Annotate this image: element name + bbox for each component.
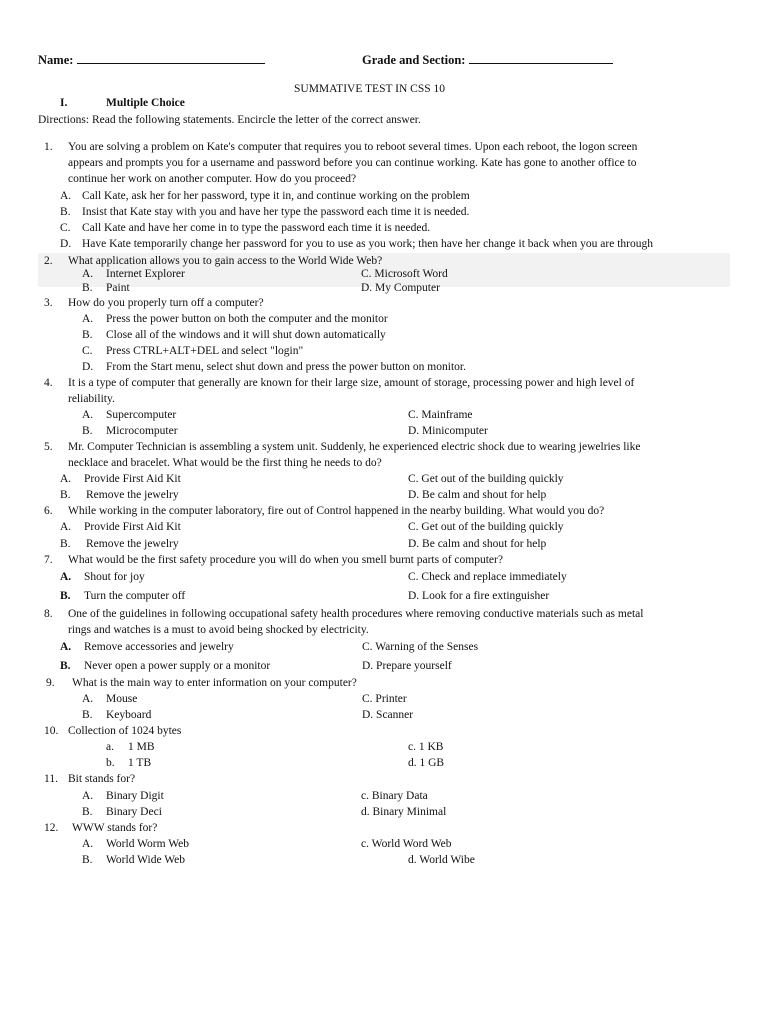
question-number: 5. — [44, 441, 53, 453]
choice-letter: C. — [60, 222, 71, 234]
choice-text: d. Binary Minimal — [361, 806, 447, 818]
choice-text: Remove accessories and jewelry — [84, 641, 234, 653]
choice-text: D. Prepare yourself — [362, 660, 452, 672]
choice-text: D. Minicomputer — [408, 425, 488, 437]
question-text: What is the main way to enter information on your computer? — [72, 677, 357, 689]
question-number: 2. — [44, 255, 53, 267]
choice-letter: B. — [60, 660, 71, 672]
choice-letter: b. — [106, 757, 115, 769]
choice-text: D. Look for a fire extinguisher — [408, 590, 550, 602]
choice-text: D. My Computer — [361, 282, 440, 294]
question-text: What application allows you to gain access to the World Wide Web? — [68, 255, 383, 267]
choice-letter: A. — [60, 190, 72, 202]
question-number: 12. — [44, 822, 59, 834]
question-number: 1. — [44, 141, 53, 153]
question-number: 11. — [44, 773, 58, 785]
choice-letter: a. — [106, 741, 114, 753]
choice-text: World Worm Web — [106, 838, 190, 850]
question-text: How do you properly turn off a computer? — [68, 297, 264, 309]
choice-text: Press the power button on both the computer and the monitor — [106, 313, 388, 325]
choice-letter: A. — [82, 790, 94, 802]
choice-text: Provide First Aid Kit — [84, 473, 181, 485]
choice-text: Insist that Kate stay with you and have her type the password each time it is needed. — [82, 206, 470, 218]
choice-text: d. World Wibe — [408, 854, 475, 866]
choice-text: C. Microsoft Word — [361, 268, 448, 280]
choice-letter: A. — [82, 693, 94, 705]
question-number: 9. — [46, 677, 55, 689]
choice-text: D. Be calm and shout for help — [408, 538, 547, 550]
question-number: 6. — [44, 505, 53, 517]
directions: Directions: Read the following statements. Encircle the letter of the correct answer. — [38, 114, 421, 126]
choice-letter: B. — [82, 282, 93, 294]
choice-letter: A. — [82, 313, 94, 325]
choice-text: Turn the computer off — [84, 590, 186, 602]
question-number: 7. — [44, 554, 53, 566]
choice-text: Binary Digit — [106, 790, 164, 802]
question-number: 4. — [44, 377, 53, 389]
choice-letter: A. — [82, 838, 94, 850]
question-text: Collection of 1024 bytes — [68, 725, 182, 737]
question-text: Bit stands for? — [68, 773, 136, 785]
choice-text: Press CTRL+ALT+DEL and select "login" — [106, 345, 304, 357]
question-text: WWW stands for? — [72, 822, 158, 834]
choice-text: Close all of the windows and it will shut down automatically — [106, 329, 386, 341]
choice-letter: B. — [82, 854, 93, 866]
choice-letter: D. — [60, 238, 72, 250]
choice-text: Remove the jewelry — [86, 538, 179, 550]
question-text: It is a type of computer that generally are known for their large size, amount of storage, processing power and high level of — [68, 377, 635, 389]
choice-text: Microcomputer — [106, 425, 178, 437]
question-text: continue her work on another computer. How do you proceed? — [68, 173, 357, 185]
question-text: necklace and bracelet. What would be the first thing he needs to do? — [68, 457, 382, 469]
question-number: 8. — [44, 608, 53, 620]
choice-letter: B. — [60, 590, 71, 602]
choice-text: Internet Explorer — [106, 268, 185, 280]
choice-text: Supercomputer — [106, 409, 177, 421]
test-title: SUMMATIVE TEST IN CSS 10 — [294, 83, 446, 95]
question-text: reliability. — [68, 393, 115, 405]
choice-letter: C. — [82, 345, 93, 357]
choice-text: C. Check and replace immediately — [408, 571, 567, 583]
choice-letter: A. — [60, 473, 72, 485]
choice-text: Remove the jewelry — [86, 489, 179, 501]
question-text: appears and prompts you for a username and password before you can continue working. Kate has gone to another office to — [68, 157, 637, 169]
question-text: While working in the computer laboratory, fire out of Control happened in the nearby building. What would you do? — [68, 505, 605, 517]
choice-text: C. Warning of the Senses — [362, 641, 479, 653]
choice-text: 1 MB — [128, 741, 155, 753]
choice-letter: D. — [82, 361, 94, 373]
choice-letter: A. — [60, 641, 72, 653]
choice-text: Have Kate temporarily change her password for you to use as you work; then have her change it back when you are through — [82, 238, 653, 250]
question-text: rings and watches is a must to avoid being shocked by electricity. — [68, 624, 369, 636]
question-text: Mr. Computer Technician is assembling a system unit. Suddenly, he experienced electric shock due to wearing jewelries like — [68, 441, 641, 453]
choice-text: Never open a power supply or a monitor — [84, 660, 271, 672]
name-field — [38, 52, 265, 67]
choice-text: From the Start menu, select shut down and press the power button on monitor. — [106, 361, 466, 373]
choice-letter: B. — [82, 709, 93, 721]
choice-letter: B. — [60, 206, 71, 218]
grade-section-blank — [469, 52, 613, 64]
choice-text: Call Kate, ask her for her password, type it in, and continue working on the problem — [82, 190, 470, 202]
choice-letter: B. — [82, 329, 93, 341]
question-text: One of the guidelines in following occupational safety health procedures where removing conductive materials such as metal — [68, 608, 644, 620]
choice-letter: A. — [60, 521, 72, 533]
choice-text: c. Binary Data — [361, 790, 428, 802]
choice-text: World Wide Web — [106, 854, 186, 866]
question-text: What would be the first safety procedure you will do when you smell burnt parts of computer? — [68, 554, 503, 566]
choice-letter: B. — [82, 806, 93, 818]
choice-text: Call Kate and have her come in to type the password each time it is needed. — [82, 222, 431, 234]
choice-text: Provide First Aid Kit — [84, 521, 181, 533]
choice-text: 1 TB — [128, 757, 152, 769]
grade-section-field — [362, 52, 613, 67]
choice-letter: A. — [60, 571, 72, 583]
choice-letter: A. — [82, 409, 94, 421]
choice-text: D. Be calm and shout for help — [408, 489, 547, 501]
choice-text: D. Scanner — [362, 709, 414, 721]
choice-text: Paint — [106, 282, 130, 294]
choice-text: C. Printer — [362, 693, 407, 705]
name-label: Name: — [38, 53, 74, 67]
grade-section-label: Grade and Section: — [362, 53, 466, 67]
section-number: I. — [60, 97, 68, 109]
choice-text: Binary Deci — [106, 806, 162, 818]
choice-letter: A. — [82, 268, 94, 280]
choice-text: Mouse — [106, 693, 138, 705]
choice-letter: B. — [60, 489, 71, 501]
choice-text: c. World Word Web — [361, 838, 452, 850]
question-number: 3. — [44, 297, 53, 309]
choice-text: C. Mainframe — [408, 409, 473, 421]
choice-text: c. 1 KB — [408, 741, 444, 753]
question-text: You are solving a problem on Kate's computer that requires you to reboot several times. Upon each reboot, the logon screen — [68, 141, 638, 153]
section-title: Multiple Choice — [106, 97, 185, 109]
question-number: 10. — [44, 725, 59, 737]
choice-text: Keyboard — [106, 709, 152, 721]
choice-letter: B. — [82, 425, 93, 437]
name-blank — [77, 52, 265, 64]
choice-text: Shout for joy — [84, 571, 145, 583]
choice-letter: B. — [60, 538, 71, 550]
choice-text: d. 1 GB — [408, 757, 445, 769]
choice-text: C. Get out of the building quickly — [408, 473, 564, 485]
choice-text: C. Get out of the building quickly — [408, 521, 564, 533]
